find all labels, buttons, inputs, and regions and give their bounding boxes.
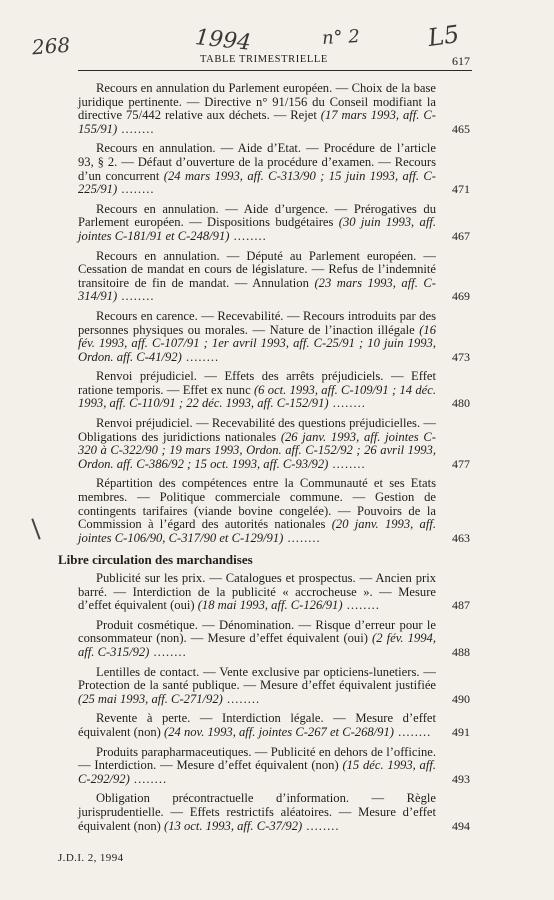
entry-citation: (23 mars 1993, aff. C-314/91)	[78, 275, 437, 304]
dot-leader: ........	[393, 724, 432, 739]
dot-leader: ........	[222, 691, 261, 706]
section-heading: Libre circulation des marchandises	[58, 552, 253, 567]
index-entry	[78, 82, 474, 136]
entry-text: Produits parapharmaceutiques. — Publicité en dehors de l’officine. — Interdiction. — Mesure d’effet équivalent (non)	[78, 744, 436, 773]
page-reference: 473	[452, 349, 470, 364]
entry-text: Publicité sur les prix. — Catalogues et prospectus. — Ancien prix barré. — Interdiction de la publicité « accrocheuse ». — Mesure d’effet équivalent (oui)	[78, 571, 436, 613]
entry-citation: (2 fév. 1994, aff. C-315/92)	[78, 631, 437, 659]
dot-leader: ........	[129, 771, 168, 786]
dot-leader: ........	[302, 818, 340, 833]
dot-leader: ........	[283, 530, 321, 545]
page-reference: 477	[452, 456, 470, 471]
page-reference: 471	[452, 182, 470, 197]
page-reference: 467	[452, 228, 470, 243]
page-reference: 494	[452, 818, 470, 833]
entry-text: Recours en annulation. — Aide d’urgence. — Prérogatives du Parlement européen. — Dispositions budgétaires	[78, 201, 436, 230]
dot-leader: ........	[117, 182, 155, 197]
entry-text: Produit cosmétique. — Dénomination. — Risque d’erreur pour le consommateur (non). — Mesure d’effet équivalent (oui)	[78, 617, 436, 646]
handwritten-annotation: L5	[426, 19, 462, 53]
index-entry	[78, 746, 474, 787]
page-reference: 469	[452, 289, 470, 304]
header-title: TABLE TRIMESTRIELLE	[200, 54, 328, 65]
index-entry	[78, 619, 474, 660]
entry-text: Recours en annulation du Parlement européen. — Choix de la base juridique pertinente. — Directive n° 91/156 du Conseil modifiant la directive 75/442 relative aux déchets. — Rejet	[78, 81, 436, 123]
dot-leader: ........	[328, 396, 366, 411]
index-entry	[78, 792, 474, 833]
entry-text: Revente à perte. — Interdiction légale. — Mesure d’effet équivalent (non)	[78, 711, 436, 739]
index-entry	[78, 370, 474, 411]
handwritten-annotation: 1994	[193, 25, 253, 56]
dot-leader: ........	[229, 228, 267, 243]
dot-leader: ........	[117, 121, 155, 136]
entry-citation: (24 mars 1993, aff. C-313/90 ; 15 juin 1993, aff. C-225/91)	[78, 168, 436, 197]
handwritten-annotation: 268	[31, 32, 71, 60]
entry-citation: (16 fév. 1993, aff. C-107/91 ; 1er avril 1993, aff. C-25/91 ; 10 juin 1993, Ordon. aff. C-41/92)	[78, 322, 436, 364]
index-entry	[78, 142, 474, 196]
entry-text: Lentilles de contact. — Vente exclusive par opticiens-lunetiers. — Protection de la santé publique. — Mesure d’effet équivalent justifiée	[78, 664, 436, 693]
page-reference: 490	[452, 691, 470, 706]
entry-citation: (6 oct. 1993, aff. C-109/91 ; 14 déc. 1993, aff. C-110/91 ; 22 déc. 1993, aff. C-152/91)	[78, 382, 436, 411]
entry-text: Obligation précontractuelle d’information. — Règle jurisprudentielle. — Effets restrictifs aléatoires. — Mesure d’effet équivalent (non)	[78, 791, 436, 833]
page-reference: 465	[452, 121, 470, 136]
dot-leader: ........	[149, 644, 187, 659]
entry-text: Renvoi préjudiciel. — Effets des arrêts préjudiciels. — Effet ratione temporis. — Effet ex nunc	[78, 369, 436, 397]
pencil-mark	[31, 518, 40, 539]
index-entries	[78, 82, 474, 551]
page-reference: 491	[452, 724, 470, 739]
page-reference: 463	[452, 530, 470, 545]
page-reference: 488	[452, 644, 470, 659]
entry-citation: (20 janv. 1993, aff. jointes C-106/90, C-317/90 et C-129/91)	[78, 517, 436, 545]
running-header	[78, 54, 472, 71]
index-entry	[78, 666, 474, 707]
dot-leader: ........	[181, 349, 220, 364]
entry-citation: (25 mai 1993, aff. C-271/92)	[78, 691, 223, 706]
entry-citation: (26 janv. 1993, aff. jointes C-320 à C-322/90 ; 19 mars 1993, Ordon. aff. C-152/92 ; 26 avril 1993, Ordon. aff. C-386/92 ; 15 oct. 1993, aff. C-93/92)	[78, 429, 436, 471]
dot-leader: ........	[117, 289, 155, 304]
entry-text: Répartition des compétences entre la Communauté et ses Etats membres. — Politique commerciale commune. — Gestion de contingents tarifaires (viande bovine congelée). — Pouvoirs de la Commission à l’égard des autorités nationales	[78, 476, 436, 532]
dot-leader: ........	[328, 456, 366, 471]
entry-citation: (18 mai 1993, aff. C-126/91)	[197, 598, 343, 613]
index-entry	[78, 712, 474, 739]
index-entry	[78, 417, 474, 471]
page-reference: 487	[452, 598, 470, 613]
entry-citation: (15 déc. 1993, aff. C-292/92)	[78, 758, 436, 786]
dot-leader: ........	[342, 598, 380, 613]
entry-citation: (13 oct. 1993, aff. C-37/92)	[164, 818, 303, 833]
index-entry	[78, 250, 474, 304]
journal-footer: J.D.I. 2, 1994	[58, 852, 124, 864]
entry-text: Recours en annulation. — Député au Parlement européen. — Cessation de mandat en cours de législature. — Refus de l’indemnité transitoire de fin de mandat. — Annulation	[78, 248, 436, 290]
entry-citation: (17 mars 1993, aff. C-155/91)	[78, 108, 436, 136]
entry-citation: (24 nov. 1993, aff. jointes C-267 et C-268/91)	[164, 724, 394, 739]
entry-text: Renvoi préjudiciel. — Recevabilité des questions préjudicielles. — Obligations des juridictions nationales	[78, 416, 436, 444]
page-number: 617	[452, 54, 470, 68]
entry-text: Recours en carence. — Recevabilité. — Recours introduits par des personnes physiques ou morales. — Nature de l’inaction illégale	[78, 308, 436, 337]
index-entry	[78, 477, 474, 545]
entry-citation: (30 juin 1993, aff. jointes C-181/91 et C-248/91)	[78, 215, 436, 243]
page-reference: 480	[452, 396, 470, 411]
index-entries-section	[78, 572, 474, 839]
page-reference: 493	[452, 771, 470, 786]
index-entry	[78, 310, 474, 364]
index-entry	[78, 203, 474, 244]
entry-text: Recours en annulation. — Aide d’Etat. — Procédure de l’article 93, § 2. — Défaut d’ouverture de la procédure d’examen. — Recours d’un concurrent	[78, 141, 436, 183]
handwritten-annotation: n° 2	[321, 26, 361, 49]
index-entry	[78, 572, 474, 613]
